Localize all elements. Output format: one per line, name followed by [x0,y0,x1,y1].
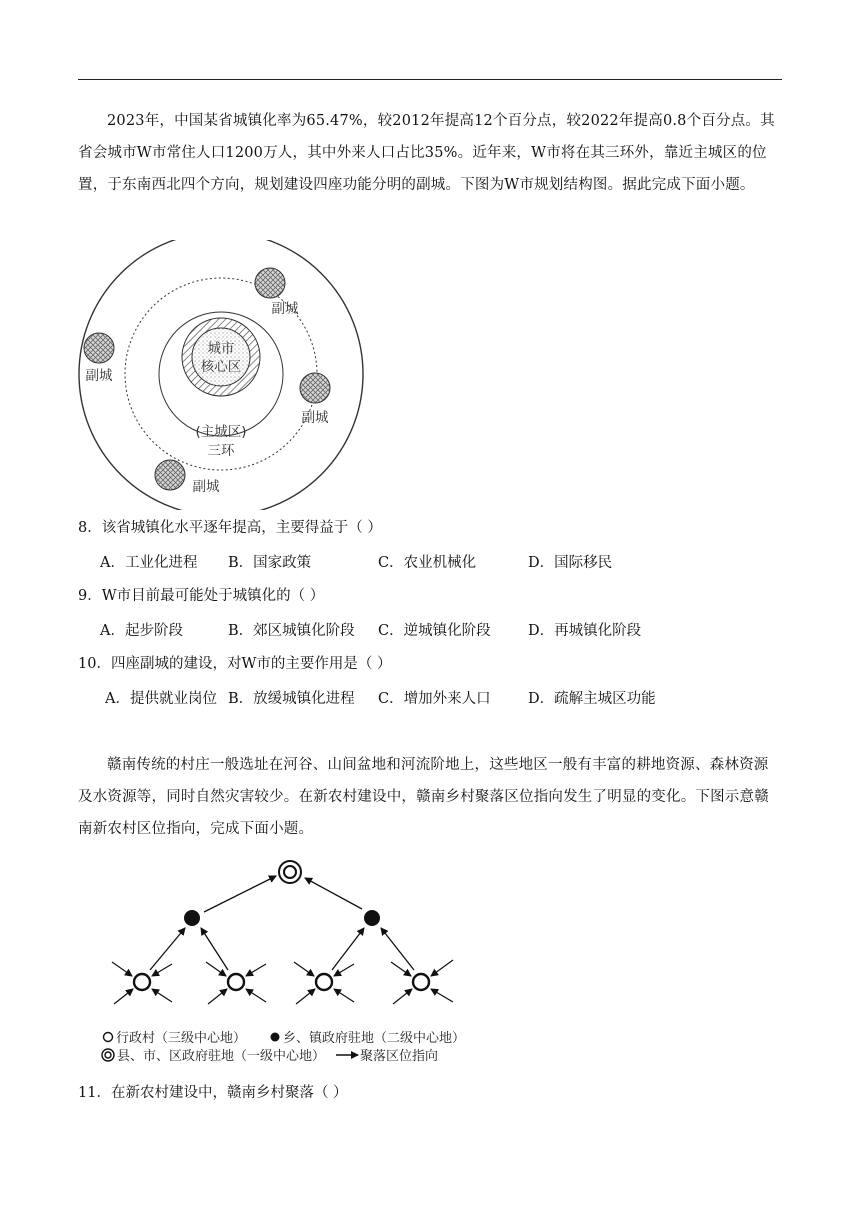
option-d: D．再城镇化阶段 [528,623,642,639]
village-1 [134,974,150,990]
question-11-stem: 11．在新农村建设中，赣南乡村聚落（ ） [78,1085,348,1101]
legend-county: 县、市、区政府驻地（一级中心地） [117,1049,326,1064]
county-center [279,861,301,883]
option-b: B．国家政策 [228,555,312,571]
option-c: C．增加外来人口 [378,691,491,707]
option-c: C．逆城镇化阶段 [378,623,491,639]
question-8-stem: 8．该省城镇化水平逐年提高，主要得益于（ ） [78,520,382,536]
village-2 [228,974,244,990]
sub-city-e-label: 副城 [301,410,329,426]
header-rule [78,79,782,80]
option-d: D．国际移民 [528,555,613,571]
option-a: A．工业化进程 [100,555,198,571]
legend-village-icon [104,1033,113,1042]
question-9-stem: 9．W市目前最可能处于城镇化的（ ） [78,588,325,604]
passage-2: 赣南传统的村庄一般选址在河谷、山间盆地和河流阶地上，这些地区一般有丰富的耕地资源、森林资源及水资源等，同时自然灾害较少。在新农村建设中，赣南乡村聚落区位指向发生了明显的变化。下图示意赣南新农村区位指向，完成下面小题。 [78,757,769,837]
settlement-hierarchy-diagram [100,852,480,1067]
main-area-label: (主城区) [195,424,247,440]
sub-city-s [155,460,185,490]
passage-1: 2023年，中国某省城镇化率为65.47%，较2012年提高12个百分点，较2022年提高0.8个百分点。其省会城市W市常住人口1200万人，其中外来人口占比35%。近年来，W市将在其三环外，靠近主城区的位置，于东南西北四个方向，规划建设四座功能分明的副城。下图为W市规划结构图。据此完成下面小题。 [78,113,775,193]
option-a: A．起步阶段 [100,623,183,639]
town-center-left [184,910,200,926]
legend-village: 行政村（三级中心地） [116,1031,247,1046]
city-structure-diagram [78,240,458,510]
sub-city-e [300,373,330,403]
question-10-stem: 10．四座副城的建设，对W市的主要作用是（ ） [78,656,392,672]
legend-town: 乡、镇政府驻地（二级中心地） [283,1031,466,1046]
village-3 [316,974,332,990]
option-c: C．农业机械化 [378,555,477,571]
option-a: A．提供就业岗位 [105,691,217,707]
ring3-label: 三环 [207,443,235,459]
option-b: B．放缓城镇化进程 [228,691,355,707]
sub-city-s-label: 副城 [192,479,220,495]
sub-city-w [84,333,114,363]
core-label-2: 核心区 [200,359,242,375]
diagram-legend [102,1030,465,1064]
city-core [192,328,250,386]
town-center-right [364,910,380,926]
legend-county-icon [102,1049,114,1061]
legend-town-icon [271,1033,280,1042]
village-4 [413,974,429,990]
legend-arrow: 聚落区位指向 [360,1049,439,1064]
option-b: B．郊区城镇化阶段 [228,623,355,639]
sub-city-ne-label: 副城 [271,301,299,317]
core-label-1: 城市 [207,341,235,357]
sub-city-ne [255,268,285,298]
option-d: D．疏解主城区功能 [528,691,656,707]
sub-city-w-label: 副城 [85,368,113,384]
